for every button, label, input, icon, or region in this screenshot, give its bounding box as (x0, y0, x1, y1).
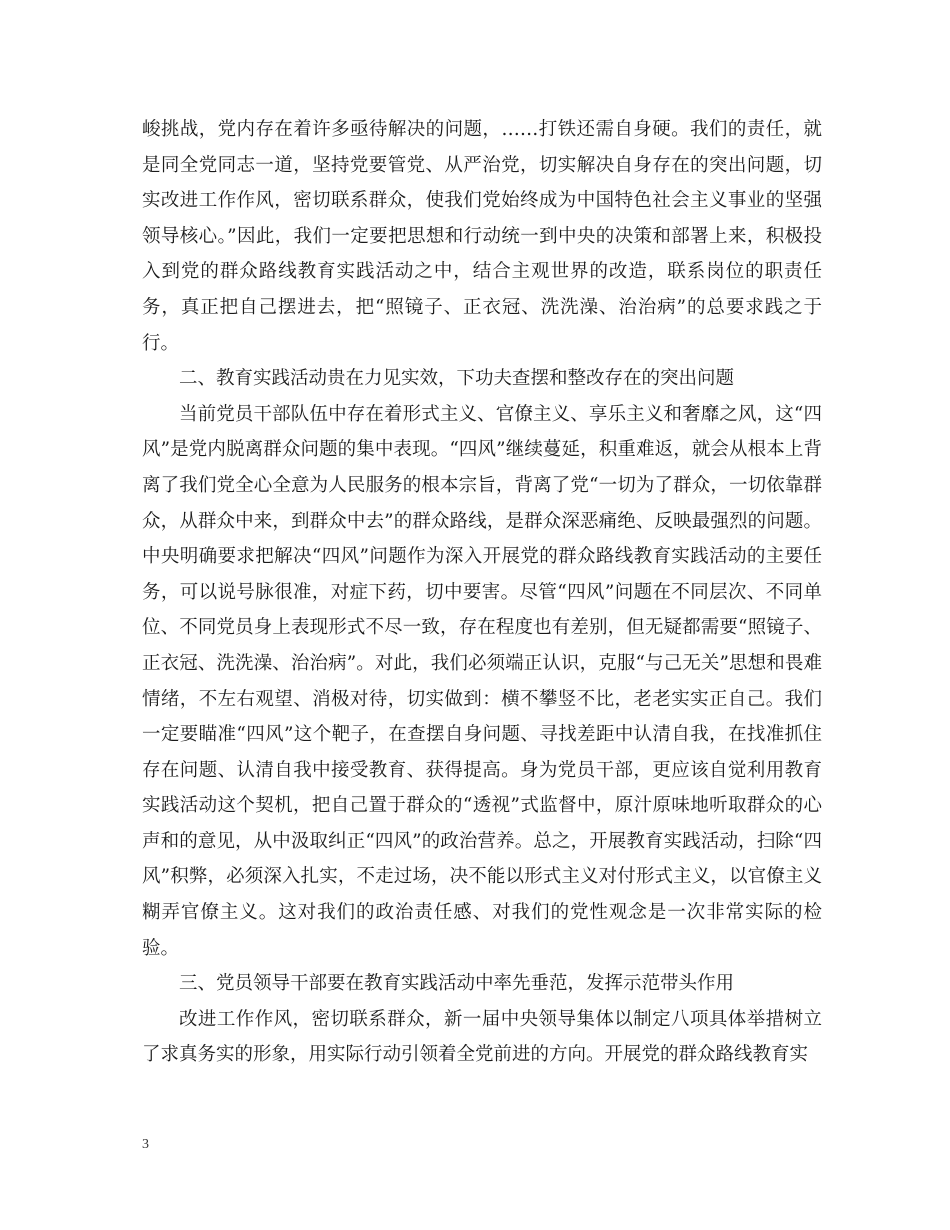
document-body (142, 112, 822, 1073)
section-heading-3: 三、党员领导干部要在教育实践活动中率先垂范，发挥示范带头作用 (179, 973, 735, 995)
paragraph-four-winds: 当前党员干部队伍中存在着形式主义、官僚主义、享乐主义和奢靡之风，这“四风”是党内脱离群众问题的集中表现。“四风”继续蔓延，积重难返，就会从根本上背离了我们党全心全意为人民服务的根本宗旨，背离了党“一切为了群众，一切依靠群众，从群众中来，到群众中去”的群众路线，是群众深恶痛绝、反映最强烈的问题。中央明确要求把解决“四风”问题作为深入开展党的群众路线教育实践活动的主要任务，可以说号脉很准，对症下药，切中要害。尽管“四风”问题在不同层次、不同单位、不同党员身上表现形式不尽一致，存在程度也有差别，但无疑都需要“照镜子、正衣冠、洗洗澡、治治病”。对此，我们必须端正认识，克服“与己无关”思想和畏难情绪，不左右观望、消极对待，切实做到：横不攀竖不比，老老实实正自己。我们一定要瞄准“四风”这个靶子，在查摆自身问题、寻找差距中认清自我，在找准抓住存在问题、认清自我中接受教育、获得提高。身为党员干部，更应该自觉利用教育实践活动这个契机，把自己置于群众的“透视”式监督中，原汁原味地听取群众的心声和的意见，从中汲取纠正“四风”的政治营养。总之，开展教育实践活动，扫除“四风”积弊，必须深入扎实，不走过场，决不能以形式主义对付形式主义，以官僚主义糊弄官僚主义。这对我们的政治责任感、对我们的党性观念是一次非常实际的检验。 (142, 403, 822, 959)
section-heading-2: 二、教育实践活动贵在力见实效，下功夫查摆和整改存在的突出问题 (179, 368, 735, 390)
paragraph-leadership: 改进工作作风，密切联系群众，新一届中央领导集体以制定八项具体举措树立了求真务实的形象，用实际行动引领着全党前进的方向。开展党的群众路线教育实 (142, 1008, 822, 1066)
page-number: 3 (142, 1137, 149, 1152)
paragraph-continuation: 峻挑战，党内存在着许多亟待解决的问题，……打铁还需自身硬。我们的责任，就是同全党同志一道，坚持党要管党、从严治党，切实解决自身存在的突出问题，切实改进工作作风，密切联系群众，使我们党始终成为中国特色社会主义事业的坚强领导核心。”因此，我们一定要把思想和行动统一到中央的决策和部署上来，积极投入到党的群众路线教育实践活动之中，结合主观世界的改造，联系岗位的职责任务，真正把自己摆进去，把“照镜子、正衣冠、洗洗澡、治治病”的总要求践之于行。 (142, 119, 822, 354)
